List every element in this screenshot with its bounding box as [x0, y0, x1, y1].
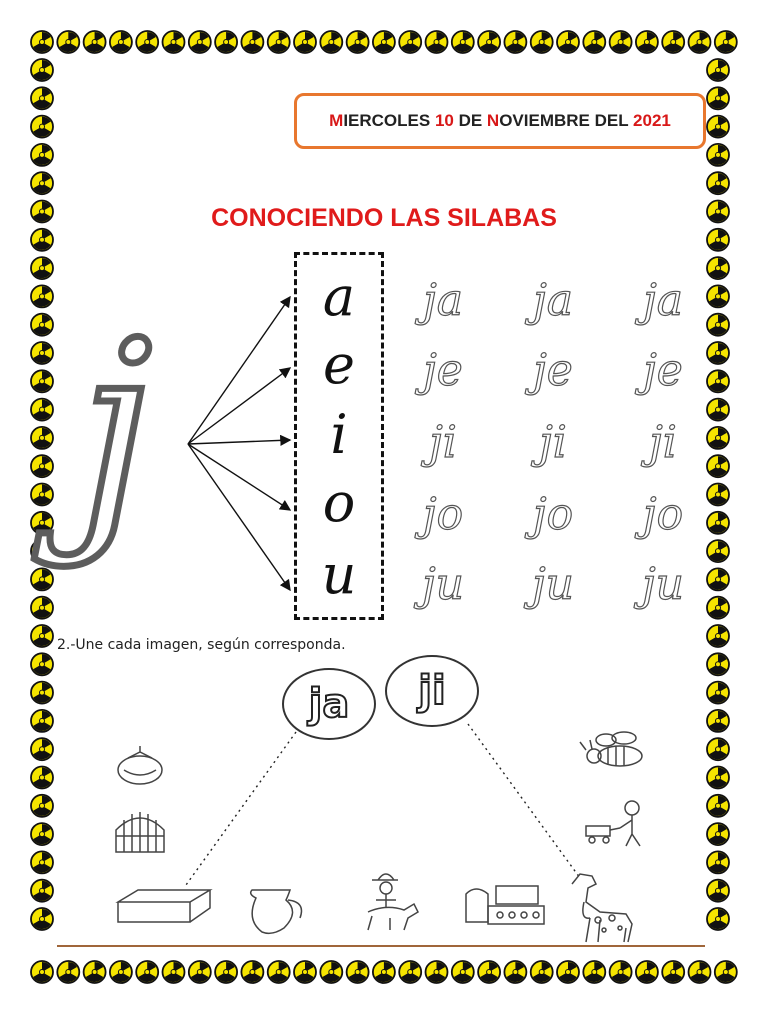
dotted-line-ja [186, 732, 296, 885]
syllable-ji: ji [418, 668, 446, 714]
date-part: OVIEMBRE DEL [499, 111, 634, 130]
traced-syllable-je: je [533, 345, 573, 396]
toy-box-icon [466, 886, 544, 924]
traced-syllable-ji: ji [429, 417, 457, 468]
date-part: N [486, 111, 500, 130]
vowel-a: a [322, 265, 356, 328]
traced-syllable-jo: jo [532, 489, 574, 540]
cage-icon [116, 812, 164, 852]
jug-icon [251, 890, 302, 933]
traced-syllable-ja: ja [533, 275, 573, 326]
traced-syllable-je: je [643, 345, 683, 396]
vowel-i: i [330, 403, 348, 466]
traced-syllable-ju: ju [532, 559, 574, 610]
page-title: CONOCIENDO LAS SILABAS [211, 204, 557, 232]
vowel-u: u [321, 543, 357, 606]
traced-syllable-je: je [423, 345, 463, 396]
cowboy-on-horse-icon [368, 874, 418, 930]
boy-with-wagon-icon [586, 801, 640, 846]
vowel-e: e [323, 333, 355, 396]
traced-syllable-ji: ji [649, 417, 677, 468]
dotted-line-ji [468, 724, 580, 878]
traced-syllable-ja: ja [423, 275, 463, 326]
traced-syllable-jo: jo [422, 489, 464, 540]
date-part: DE [453, 111, 487, 130]
tomato-icon [118, 746, 162, 784]
date-part: 2021 [633, 111, 671, 130]
giraffe-icon [572, 874, 632, 942]
traced-syllable-ju: ju [642, 559, 684, 610]
vowel-o: o [322, 471, 356, 534]
date-part: M [329, 111, 344, 130]
bee-icon [580, 732, 642, 766]
traced-syllable-ja: ja [643, 275, 683, 326]
bottom-divider [57, 945, 705, 947]
date-part: 10 [434, 111, 454, 130]
traced-syllable-ji: ji [539, 417, 567, 468]
traced-syllable-ju: ju [422, 559, 464, 610]
traced-syllable-jo: jo [642, 489, 684, 540]
soap-bar-icon [118, 890, 210, 922]
exercise-instruction: 2.-Une cada imagen, según corresponda. [57, 637, 346, 653]
date-part: IERCOLES [343, 111, 435, 130]
big-letter-j: j [78, 290, 153, 570]
syllable-ja: ja [308, 681, 350, 727]
